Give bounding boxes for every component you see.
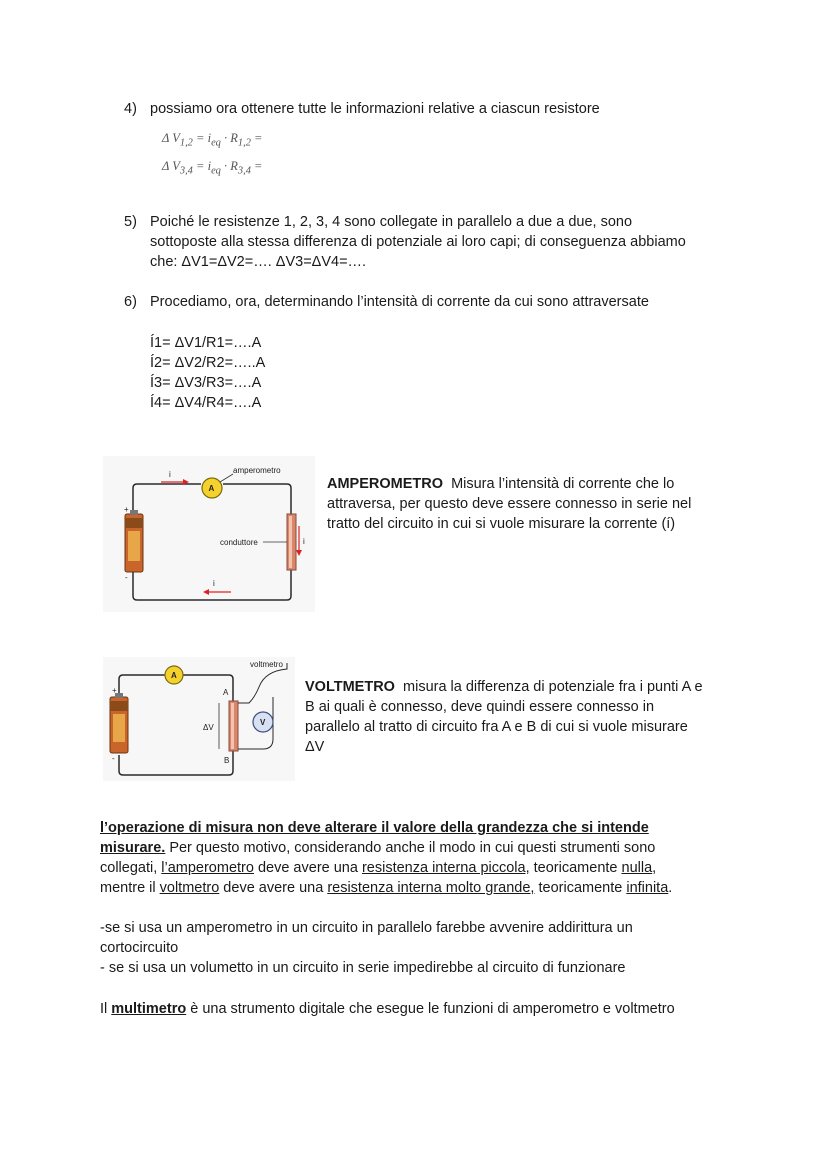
step4-number: 4)	[124, 101, 137, 117]
step6-number: 6)	[124, 294, 137, 310]
voltmeter-line: ΔV	[305, 739, 325, 755]
delta-v-label: ΔV	[203, 723, 214, 732]
rule-line: misurare. Per questo motivo, considerando anche il modo in cui questi strumenti sono	[100, 840, 656, 856]
current-formula: Í1= ΔV1/R1=….A	[150, 335, 262, 351]
battery-icon	[110, 693, 128, 753]
voltmeter-label: V	[260, 718, 266, 727]
current-formula: Í3= ΔV3/R3=….A	[150, 375, 262, 391]
amperometer-line: tratto del circuito in cui si vuole misurare la corrente (í)	[327, 516, 676, 532]
ammeter-label: A	[208, 484, 215, 493]
current-label: i	[213, 579, 215, 588]
amperometer-line: attraversa, per questo deve essere connesso in serie nel	[327, 496, 692, 512]
rule-line: collegati, l’amperometro deve avere una resistenza interna piccola, teoricamente nulla,	[100, 860, 657, 876]
voltmeter-circuit-diagram	[103, 657, 295, 781]
point-a-label: A	[223, 688, 229, 697]
formula-dv34: Δ $V_{3,4} = i_{eq} \cdot R_{3,4}$ =	[162, 159, 263, 177]
voltmetro-label: voltmetro	[250, 660, 283, 669]
current-label: i	[169, 470, 171, 479]
rule-heading: l’operazione di misura non deve alterare il valore della grandezza che si intende	[100, 820, 649, 836]
battery-plus-label: +	[124, 505, 129, 514]
note-line: -se si usa un amperometro in un circuito in parallelo farebbe avvenire addirittura un	[100, 920, 633, 936]
voltmeter-description: VOLTMETRO misura la differenza di potenziale fra i punti A e	[305, 679, 703, 695]
battery-minus-label: -	[112, 754, 115, 763]
step5-line: sottoposte alla stessa differenza di potenziale ai loro capi; di conseguenza abbiamo	[150, 234, 686, 250]
current-label: i	[303, 537, 305, 546]
conduttore-label: conduttore	[220, 538, 258, 547]
amperometer-description: AMPEROMETRO Misura l’intensità di corrente che lo	[327, 476, 675, 492]
step5-line: Poiché le resistenze 1, 2, 3, 4 sono collegate in parallelo a due a due, sono	[150, 214, 633, 230]
current-formula: Í2= ΔV2/R2=…..A	[150, 355, 266, 371]
step5-number: 5)	[124, 214, 137, 230]
battery-icon	[125, 510, 143, 572]
point-b-label: B	[224, 756, 230, 765]
voltmeter-line: parallelo al tratto di circuito fra A e B di cui si vuole misurare	[305, 719, 688, 735]
step6-text: Procediamo, ora, determinando l’intensità di corrente da cui sono attraversate	[150, 294, 649, 310]
battery-plus-label: +	[112, 686, 117, 695]
amperometer-circuit-diagram	[103, 456, 315, 612]
multimeter-line: Il multimetro è una strumento digitale che esegue le funzioni di amperometro e voltmetro	[100, 1001, 675, 1017]
battery-minus-label: -	[125, 573, 128, 582]
multimeter-term: multimetro	[111, 1001, 187, 1017]
formula-dv12: Δ $V_{1,2} = i_{eq} \cdot R_{1,2}$ =	[162, 131, 263, 149]
voltmeter-line: B ai quali è connesso, deve quindi essere connesso in	[305, 699, 655, 715]
step4-text: possiamo ora ottenere tutte le informazioni relative a ciascun resistore	[150, 101, 600, 117]
amperometro-label: amperometro	[233, 466, 281, 475]
current-formula: Í4= ΔV4/R4=….A	[150, 395, 262, 411]
step5-line: che: ΔV1=ΔV2=…. ΔV3=ΔV4=….	[150, 254, 367, 270]
rule-line: mentre il voltmetro deve avere una resistenza interna molto grande, teoricamente infinita.	[100, 880, 673, 896]
voltmeter-heading: VOLTMETRO	[305, 679, 395, 695]
ammeter-label: A	[171, 671, 177, 680]
note-line: cortocircuito	[100, 940, 179, 956]
note-line: - se si usa un volumetto in un circuito in serie impedirebbe al circuito di funzionare	[100, 960, 626, 976]
amperometer-heading: AMPEROMETRO	[327, 476, 443, 492]
